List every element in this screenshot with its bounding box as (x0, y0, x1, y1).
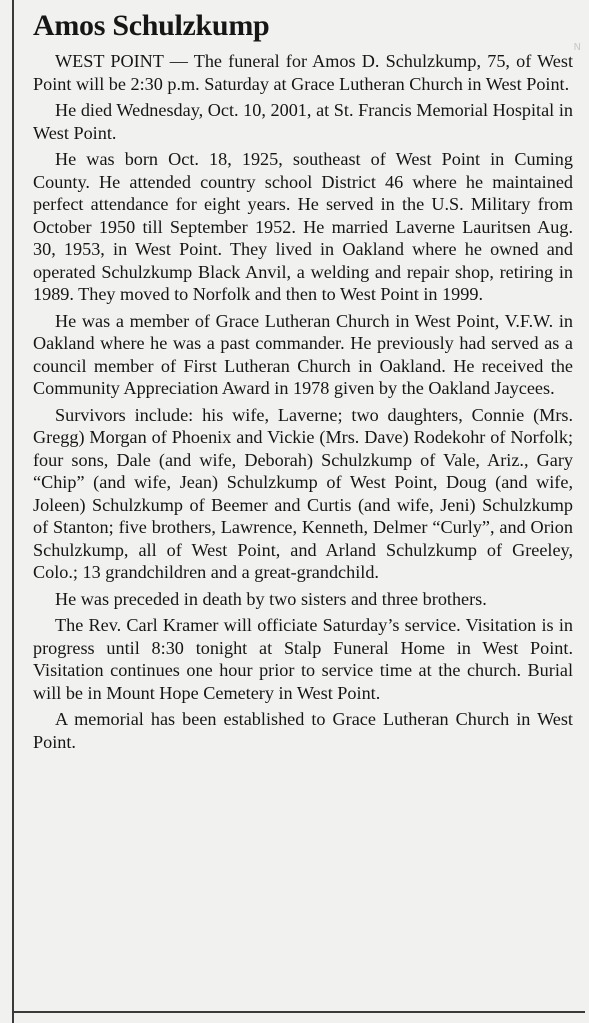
paragraph-memberships: He was a member of Grace Lutheran Church in West Point, V.F.W. in Oakland where he was a past commander. He previously had served as a council member of First Lutheran Church in Oakland. He received the Community Appreciation Award in 1978 given by the Oakland Jaycees. (33, 310, 573, 398)
obituary-headline: Amos Schulzkump (33, 9, 270, 42)
left-border-rule (12, 0, 14, 1023)
paragraph-preceded: He was preceded in death by two sisters and three brothers. (55, 588, 487, 609)
paragraph-death: He died Wednesday, Oct. 10, 2001, at St. Francis Memorial Hospital in West Point. (33, 100, 573, 143)
paragraph-funeral-notice: WEST POINT — The funeral for Amos D. Schulzkump, 75, of West Point will be 2:30 p.m. Saturday at Grace Lutheran Church in West Point. (33, 51, 573, 94)
bottom-border-rule (12, 1011, 585, 1013)
obituary-article (33, 8, 573, 757)
paragraph-biography: He was born Oct. 18, 1925, southeast of West Point in Cuming County. He attended country school District 46 where he maintained perfect attendance for eight years. He served in the U.S. Military from October 1950 till September 1952. He married Laverne Lauritsen Aug. 30, 1953, in West Point. They lived in Oakland where he owned and operated Schulzkump Black Anvil, a welding and repair shop, retiring in 1989. They moved to Norfolk and then to West Point in 1999. (33, 149, 573, 304)
paragraph-survivors: Survivors include: his wife, Laverne; two daughters, Connie (Mrs. Gregg) Morgan of Phoenix and Vickie (Mrs. Dave) Rodekohr of Norfolk; four sons, Dale (and wife, Deborah) Schulzkump of Vale, Ariz., Gary “Chip” (and wife, Jean) Schulzkump of West Point, Doug (and wife, Joleen) Schulzkump of Beemer and Curtis (and wife, Jeni) Schulzkump of Stanton; five brothers, Lawrence, Kenneth, Delmer “Curly”, and Orion Schulzkump, all of West Point, and Arland Schulzkump of Greeley, Colo.; 13 grandchildren and a great-grandchild. (33, 404, 573, 582)
paragraph-service-details: The Rev. Carl Kramer will officiate Saturday’s service. Visitation is in progress until 8:30 tonight at Stalp Funeral Home in West Point. Visitation continues one hour prior to service time at the church. Burial will be in Mount Hope Cemetery in West Point. (33, 615, 573, 703)
corner-mark: N (573, 42, 581, 53)
paragraph-memorial: A memorial has been established to Grace Lutheran Church in West Point. (33, 709, 573, 752)
